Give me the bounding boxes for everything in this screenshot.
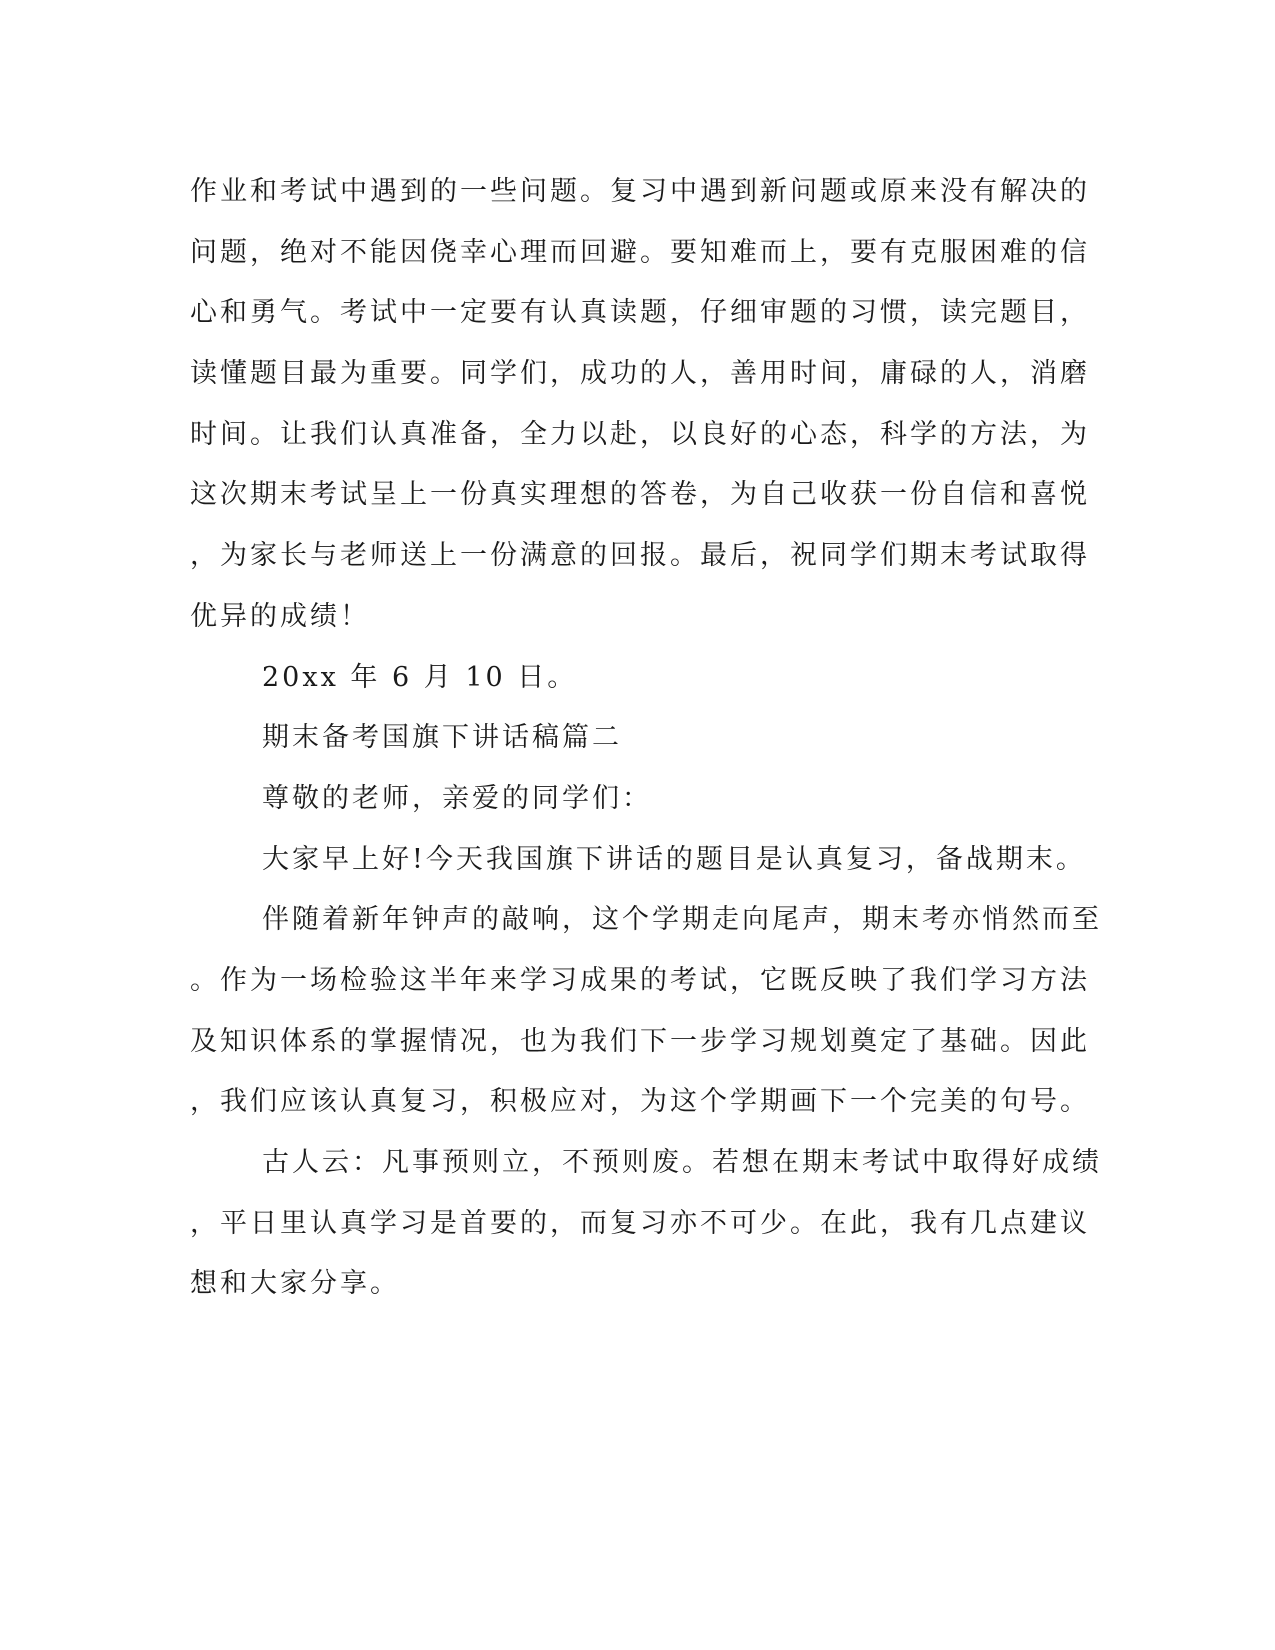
- date-line: 20xx 年 6 月 10 日。: [262, 661, 578, 693]
- salutation: 尊敬的老师，亲爱的同学们：: [262, 782, 652, 814]
- speech-text: [190, 162, 1102, 1315]
- text-line: 大家早上好!今天我国旗下讲话的题目是认真复习，备战期末。: [262, 843, 1086, 875]
- text-line: 心和勇气。考试中一定要有认真读题，仔细审题的习惯，读完题目，: [190, 297, 1090, 329]
- section-title: 期末备考国旗下讲话稿篇二: [262, 722, 622, 754]
- text-line: 及知识体系的掌握情况，也为我们下一步学习规划奠定了基础。因此: [190, 1025, 1090, 1057]
- text-line: ，平日里认真学习是首要的，而复习亦不可少。在此，我有几点建议: [190, 1207, 1090, 1239]
- text-line: 。作为一场检验这半年来学习成果的考试，它既反映了我们学习方法: [190, 964, 1090, 996]
- text-line: 作业和考试中遇到的一些问题。复习中遇到新问题或原来没有解决的: [190, 176, 1090, 207]
- text-line: 想和大家分享。: [190, 1268, 400, 1300]
- text-line: 问题，绝对不能因侥幸心理而回避。要知难而上，要有克服困难的信: [190, 236, 1090, 268]
- text-line: ，我们应该认真复习，积极应对，为这个学期画下一个完美的句号。: [190, 1086, 1090, 1118]
- text-line: ，为家长与老师送上一份满意的回报。最后，祝同学们期末考试取得: [190, 540, 1090, 572]
- text-line: 伴随着新年钟声的敲响，这个学期走向尾声，期末考亦悄然而至: [262, 904, 1102, 936]
- text-line: 这次期末考试呈上一份真实理想的答卷，为自己收获一份自信和喜悦: [190, 479, 1090, 511]
- text-line: 读懂题目最为重要。同学们，成功的人，善用时间，庸碌的人，消磨: [190, 358, 1090, 390]
- text-line: 古人云：凡事预则立，不预则废。若想在期末考试中取得好成绩: [262, 1147, 1102, 1178]
- text-line: 时间。让我们认真准备，全力以赴，以良好的心态，科学的方法，为: [190, 418, 1090, 450]
- text-line: 优异的成绩！: [190, 600, 370, 632]
